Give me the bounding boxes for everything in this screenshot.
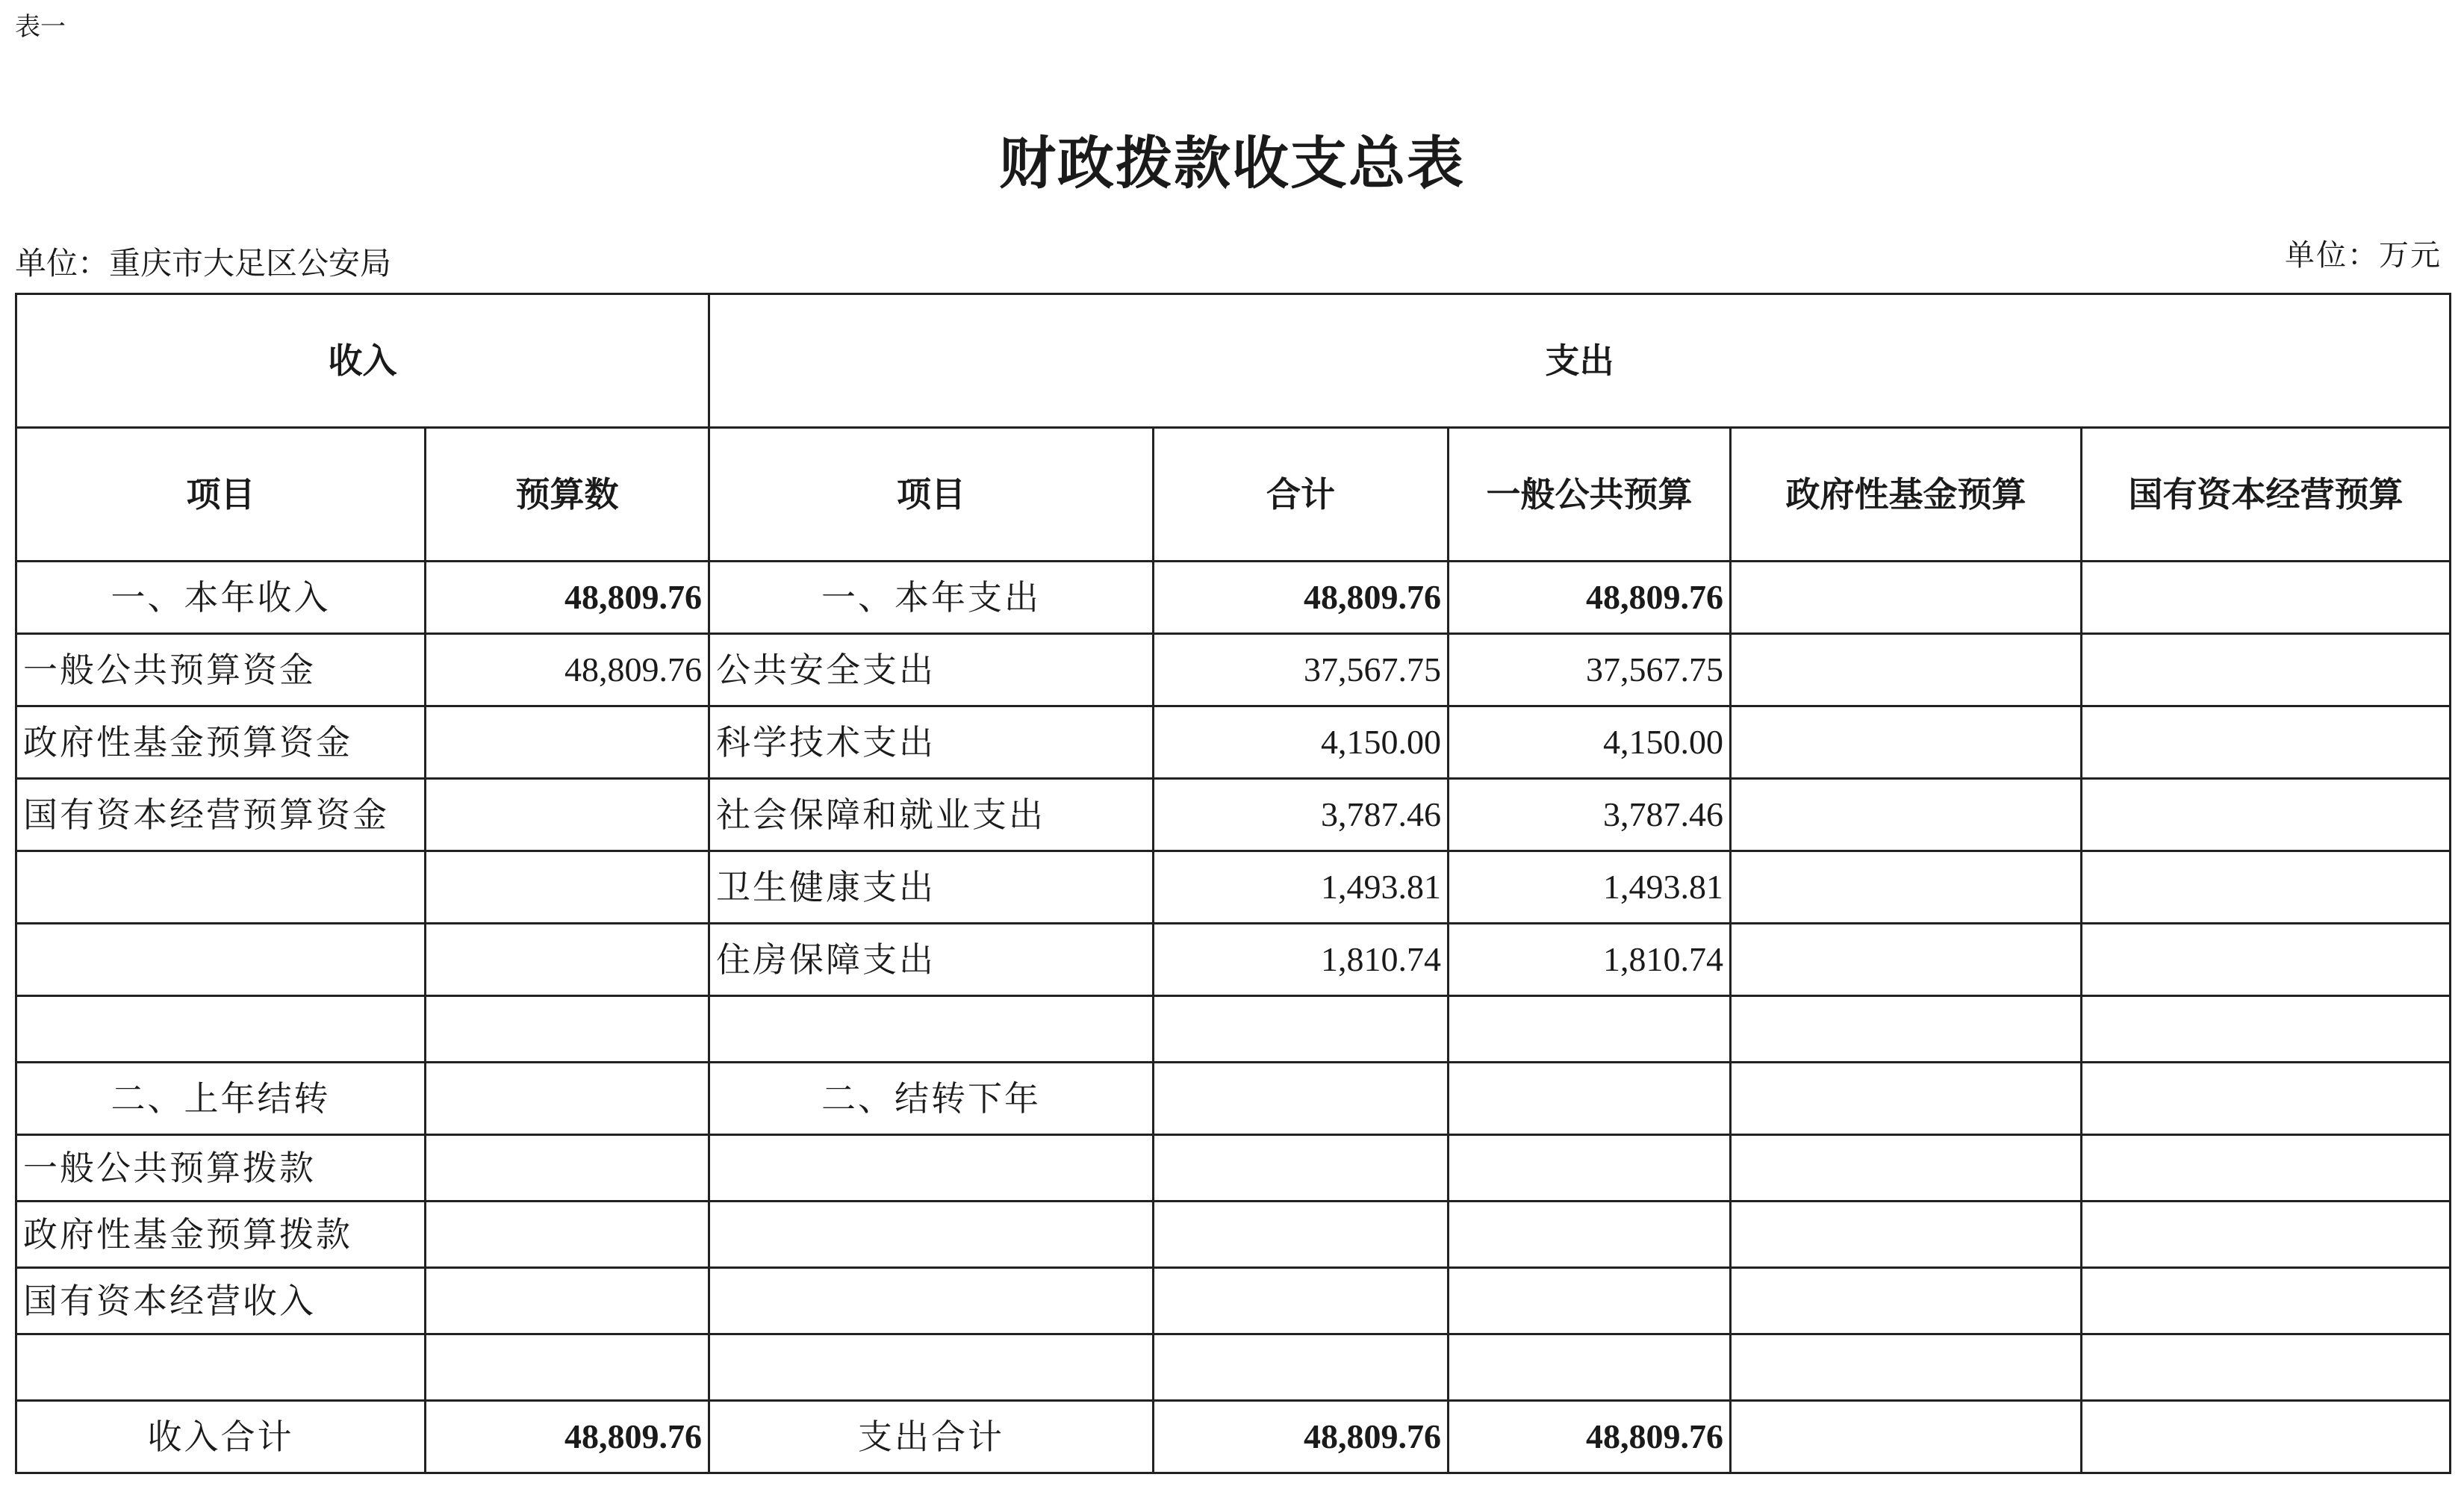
page-title: 财政拨款收支总表: [999, 130, 1465, 196]
income-amount: 48,809.76: [426, 562, 709, 634]
income-item: 国有资本经营预算资金: [16, 779, 426, 851]
expense-state: [2082, 562, 2451, 634]
unit-currency: 单位：万元: [2285, 238, 2442, 273]
col-income-item: 项目: [16, 428, 426, 562]
expense-general: [1449, 1135, 1731, 1202]
expense-general: 3,787.46: [1449, 779, 1731, 851]
expense-general: [1449, 1268, 1731, 1334]
expense-state-total: [2082, 1401, 2451, 1473]
income-amount: [426, 779, 709, 851]
header-row-columns: [16, 428, 2451, 562]
col-expense-total: 合计: [1154, 428, 1449, 562]
expense-state: [2082, 996, 2451, 1063]
income-amount: [426, 996, 709, 1063]
expense-total: 4,150.00: [1154, 706, 1449, 779]
table-row: [16, 996, 2451, 1063]
expense-fund: [1731, 1334, 2082, 1401]
table-row: [16, 1202, 2451, 1268]
income-item: 一般公共预算资金: [16, 634, 426, 706]
income-item: 政府性基金预算拨款: [16, 1202, 426, 1268]
expense-state: [2082, 779, 2451, 851]
expense-total: [1154, 996, 1449, 1063]
expense-total: 37,567.75: [1154, 634, 1449, 706]
table-row: [16, 562, 2451, 634]
expense-state: [2082, 1334, 2451, 1401]
table-row: [16, 634, 2451, 706]
expense-state: [2082, 1268, 2451, 1334]
income-amount: [426, 1135, 709, 1202]
expense-fund: [1731, 779, 2082, 851]
expense-item: 公共安全支出: [709, 634, 1154, 706]
expense-item: [709, 996, 1154, 1063]
expense-general: [1449, 1202, 1731, 1268]
expense-state: [2082, 1063, 2451, 1135]
expense-total: 1,810.74: [1154, 924, 1449, 996]
expense-item: 二、结转下年: [709, 1063, 1154, 1135]
expense-general: [1449, 1063, 1731, 1135]
table-row: [16, 851, 2451, 924]
income-amount: 48,809.76: [426, 634, 709, 706]
income-item: 二、上年结转: [16, 1063, 426, 1135]
col-income-budget: 预算数: [426, 428, 709, 562]
expense-total: [1154, 1202, 1449, 1268]
expense-general: [1449, 996, 1731, 1063]
expense-general-total: 48,809.76: [1449, 1401, 1731, 1473]
income-amount: [426, 1268, 709, 1334]
col-general-budget: 一般公共预算: [1449, 428, 1731, 562]
table-row: [16, 1268, 2451, 1334]
income-item: [16, 996, 426, 1063]
income-item: 政府性基金预算资金: [16, 706, 426, 779]
income-amount: [426, 706, 709, 779]
expense-total: [1154, 1268, 1449, 1334]
unit-organization: 单位：重庆市大足区公安局: [15, 245, 392, 282]
table-row: [16, 706, 2451, 779]
col-expense-item: 项目: [709, 428, 1154, 562]
expense-total: [1154, 1334, 1449, 1401]
table-label: 表一: [15, 12, 66, 42]
expense-fund: [1731, 634, 2082, 706]
income-amount: [426, 851, 709, 924]
income-amount: [426, 1063, 709, 1135]
expense-general: 48,809.76: [1449, 562, 1731, 634]
expense-general: 37,567.75: [1449, 634, 1731, 706]
expense-item: [709, 1268, 1154, 1334]
expense-state: [2082, 851, 2451, 924]
expense-state: [2082, 706, 2451, 779]
expense-total-label: 支出合计: [709, 1401, 1154, 1473]
expense-item: 社会保障和就业支出: [709, 779, 1154, 851]
expense-item: 卫生健康支出: [709, 851, 1154, 924]
table-row: [16, 779, 2451, 851]
expense-general: [1449, 1334, 1731, 1401]
income-item: 国有资本经营收入: [16, 1268, 426, 1334]
expense-general: 1,493.81: [1449, 851, 1731, 924]
income-item: 一、本年收入: [16, 562, 426, 634]
income-item: [16, 1334, 426, 1401]
income-amount: [426, 924, 709, 996]
budget-summary-table: [15, 293, 2451, 1474]
income-header: 收入: [16, 294, 709, 428]
income-total-label: 收入合计: [16, 1401, 426, 1473]
expense-item: [709, 1202, 1154, 1268]
expense-fund: [1731, 1135, 2082, 1202]
expense-fund: [1731, 1063, 2082, 1135]
expense-general: 4,150.00: [1449, 706, 1731, 779]
expense-item: [709, 1135, 1154, 1202]
expense-total: 1,493.81: [1154, 851, 1449, 924]
expense-general: 1,810.74: [1449, 924, 1731, 996]
expense-total: [1154, 1135, 1449, 1202]
expense-total-amount: 48,809.76: [1154, 1401, 1449, 1473]
income-item: [16, 851, 426, 924]
expense-state: [2082, 1202, 2451, 1268]
expense-state: [2082, 634, 2451, 706]
expense-item: 一、本年支出: [709, 562, 1154, 634]
table-row: [16, 1334, 2451, 1401]
expense-item: 住房保障支出: [709, 924, 1154, 996]
col-state-capital-budget: 国有资本经营预算: [2082, 428, 2451, 562]
header-row-group: [16, 294, 2451, 428]
table-row-total: [16, 1401, 2451, 1473]
expense-total: [1154, 1063, 1449, 1135]
expense-fund: [1731, 562, 2082, 634]
table-row: [16, 1063, 2451, 1135]
expense-fund: [1731, 706, 2082, 779]
expense-fund: [1731, 996, 2082, 1063]
expense-item: 科学技术支出: [709, 706, 1154, 779]
table-row: [16, 1135, 2451, 1202]
expense-total: 3,787.46: [1154, 779, 1449, 851]
expense-item: [709, 1334, 1154, 1401]
income-total-amount: 48,809.76: [426, 1401, 709, 1473]
expense-fund: [1731, 1268, 2082, 1334]
expense-fund: [1731, 1202, 2082, 1268]
income-amount: [426, 1334, 709, 1401]
income-amount: [426, 1202, 709, 1268]
col-fund-budget: 政府性基金预算: [1731, 428, 2082, 562]
expense-fund: [1731, 851, 2082, 924]
table-row: [16, 924, 2451, 996]
expense-fund: [1731, 924, 2082, 996]
income-item: [16, 924, 426, 996]
expense-state: [2082, 924, 2451, 996]
expense-header: 支出: [709, 294, 2451, 428]
expense-fund-total: [1731, 1401, 2082, 1473]
expense-state: [2082, 1135, 2451, 1202]
expense-total: 48,809.76: [1154, 562, 1449, 634]
income-item: 一般公共预算拨款: [16, 1135, 426, 1202]
